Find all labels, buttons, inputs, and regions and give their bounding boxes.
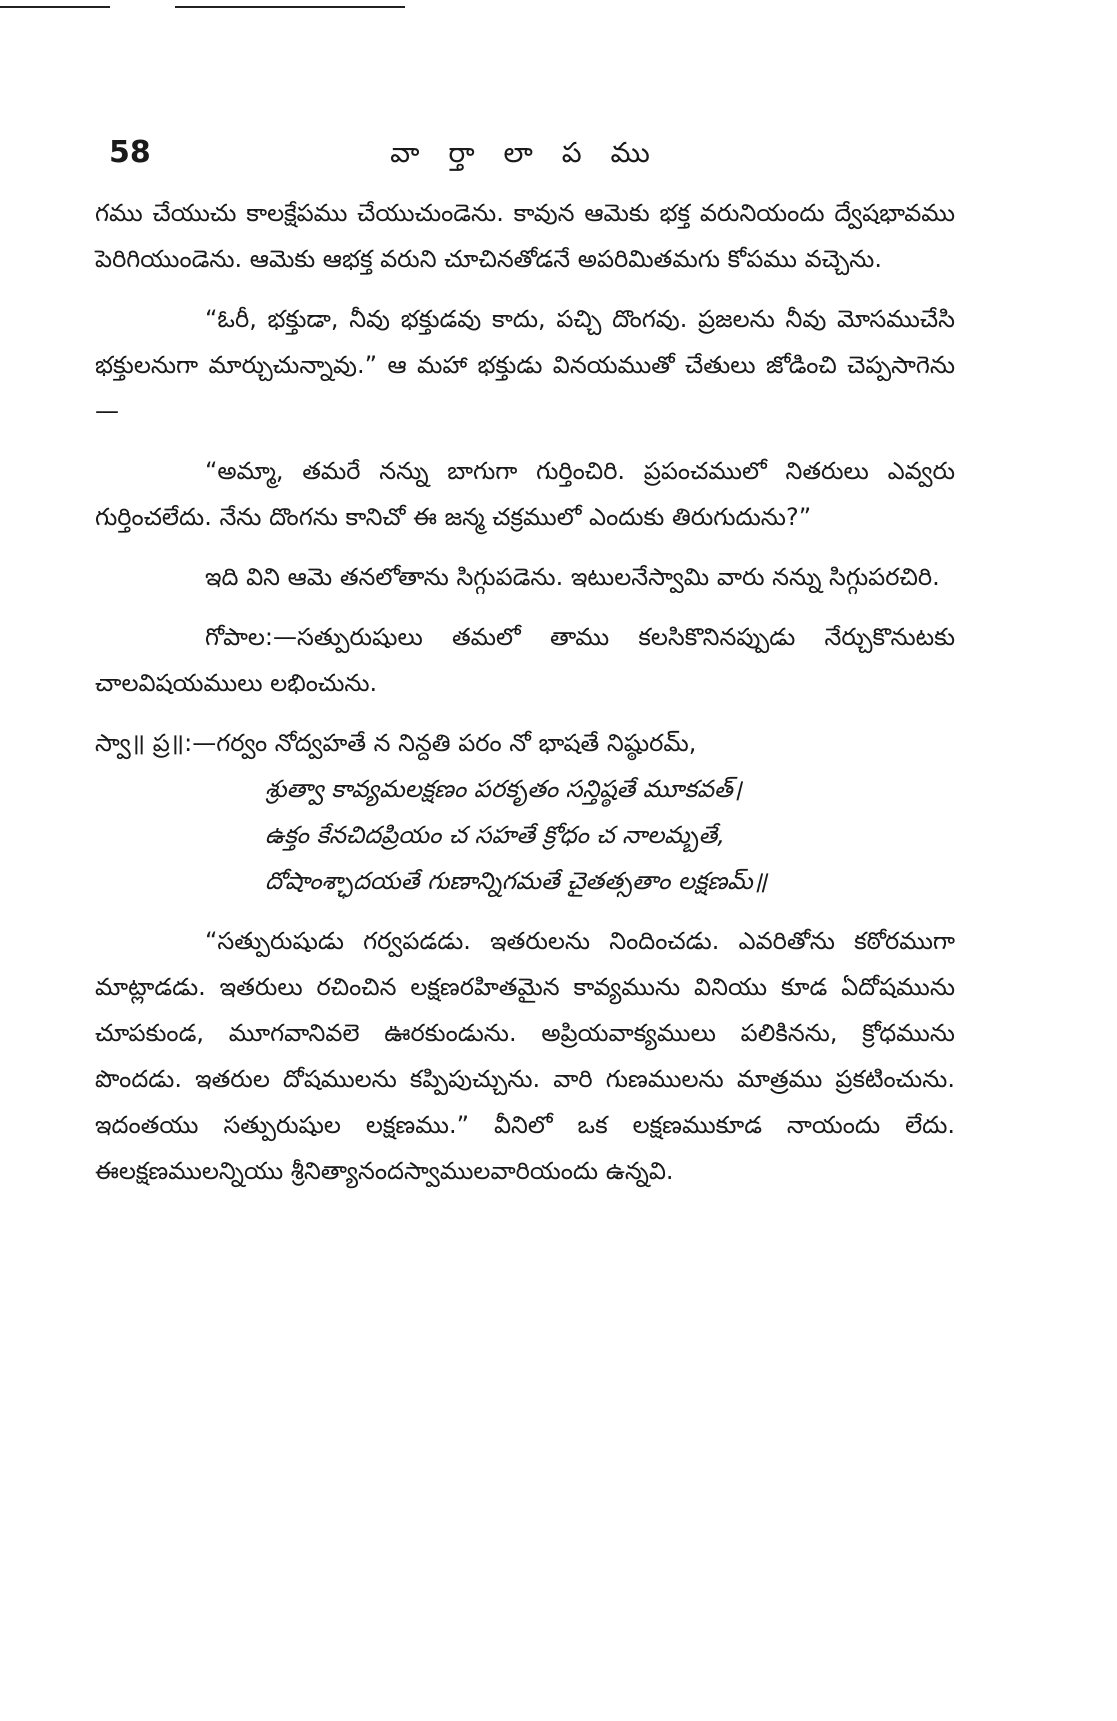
verse-line-1: స్వా॥ ప్ర॥:—గర్వం నోద్వహతే న నిన్దతి పరం నో భాషతే నిష్ఠురమ్, <box>95 729 697 757</box>
page-number: 58 <box>109 135 151 170</box>
running-title: వా ర్తా లా ప ము <box>390 136 660 169</box>
paragraph-3: “అమ్మా, తమరే నన్ను బాగుగా గుర్తించిరి. ప్రపంచములో నితరులు ఎవ్వరు గుర్తించలేదు. నేను దొంగను కానిచో ఈ జన్మ చక్రములో ఎందుకు తిరుగుదును?” <box>95 457 955 531</box>
paragraph-2: “ఓరీ, భక్తుడా, నీవు భక్తుడవు కాదు, పచ్చి దొంగవు. ప్రజలను నీవు మోసముచేసి భక్తులనుగా మార్చుచున్నావు.” ఆ మహా భక్తుడు వినయముతో చేతులు జోడించి చెప్పసాగెను— <box>95 305 955 425</box>
paragraph-5: గోపాల:—సత్పురుషులు తమలో తాము కలసికొనినప్పుడు నేర్చుకొనుటకు చాలవిషయములు లభించును. <box>95 623 955 697</box>
verse-line-4: దోషాంశ్ఛాదయతే గుణాన్నిగమతే చైతత్సతాం లక్షణమ్॥ <box>265 867 768 895</box>
sanskrit-verse <box>95 720 955 904</box>
paragraph-1: గము చేయుచు కాలక్షేపము చేయుచుండెను. కావున ఆమెకు భక్త వరునియందు ద్వేషభావము పెరిగియుండెను. ఆమెకు ఆభక్త వరుని చూచినతోడనే అపరిమితమగు కోపము వచ్చెను. <box>95 199 955 273</box>
page-body <box>95 130 955 1208</box>
verse-line-2: శ్రుత్వా కావ్యమలక్షణం పరకృతం సన్తిష్ఠతే మూకవత్। <box>265 775 742 803</box>
page-header <box>95 130 955 190</box>
top-rule-right <box>175 6 405 8</box>
closing-paragraph: “సత్పురుషుడు గర్వపడడు. ఇతరులను నిందించడు. ఎవరితోను కఠోరముగా మాట్లాడడు. ఇతరులు రచించిన లక్షణరహితమైన కావ్యమును వినియు కూడ ఏదోషమును చూపకుండ, మూగవానివలె ఊరకుండును. అప్రియవాక్యములు పలికినను, క్రోధమును పొందడు. ఇతరుల దోషములను కప్పిపుచ్చును. వారి గుణములను మాత్రము ప్రకటించును. ఇదంతయు సత్పురుషుల లక్షణము.” వీనిలో ఒక లక్షణముకూడ నాయందు లేదు. ఈలక్షణములన్నియు శ్రీనిత్యానందస్వాములవారియందు ఉన్నవి. <box>95 927 955 1185</box>
top-rule-left <box>0 6 110 8</box>
verse-speaker: స్వా॥ ప్ర॥:— <box>95 729 217 757</box>
paragraph-4: ఇది విని ఆమె తనలోతాను సిగ్గుపడెను. ఇటులనేస్వామి వారు నన్ను సిగ్గుపరచిరి. <box>205 563 940 591</box>
verse-line-3: ఉక్తం కేనచిదప్రియం చ సహతే క్రోధం చ నాలమ్బతే, <box>265 821 725 849</box>
